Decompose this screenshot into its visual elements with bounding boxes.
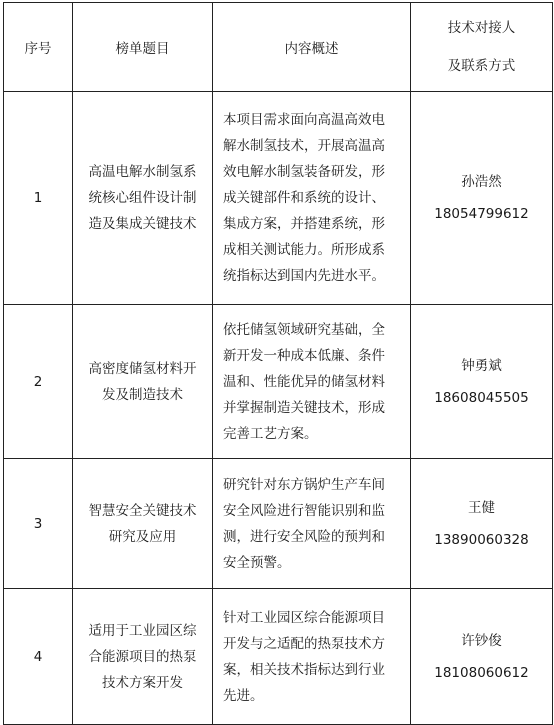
table-row: [4, 589, 553, 725]
contact-name: 孙浩然: [461, 174, 502, 190]
row-title-line: 合能源项目的热泵: [88, 648, 197, 665]
table-row: [4, 459, 553, 589]
row-summary-line: 集成方案，并搭建系统，形: [223, 216, 385, 232]
row-contact: [411, 92, 553, 305]
row-summary-line: 先进。: [223, 687, 264, 704]
row-summary: [213, 305, 411, 459]
row-summary-line: 安全风险进行智能识别和监: [223, 502, 385, 519]
row-title-line: 统核心组件设计制: [88, 190, 197, 206]
row-summary-line: 并掌握制造关键技术，形成: [223, 399, 385, 416]
row-summary-line: 新开发一种成本低廉、条件: [223, 347, 385, 364]
contact-name: 许钞俊: [461, 632, 502, 649]
row-summary-line: 研究针对东方锅炉生产车间: [223, 476, 385, 493]
header-summary: 内容概述: [213, 3, 411, 92]
row-contact: [411, 589, 553, 725]
row-summary-line: 成相关测试能力。所形成系: [223, 242, 385, 258]
header-contact-line: 及联系方式: [447, 58, 516, 74]
row-summary-line: 统指标达到国内先进水平。: [223, 268, 385, 284]
row-summary-line: 解水制氢技术，开展高温高: [223, 138, 385, 154]
row-index: 1: [4, 92, 73, 305]
row-summary-line: 开发与之适配的热泵技术方: [223, 635, 385, 652]
row-title: [73, 305, 213, 459]
contact-phone: 18608045505: [434, 389, 529, 406]
row-index: 2: [4, 305, 73, 459]
contact-phone: 18108060612: [434, 664, 529, 681]
row-summary-line: 完善工艺方案。: [223, 425, 318, 442]
row-contact: [411, 305, 553, 459]
row-summary-line: 案，相关技术指标达到行业: [223, 661, 385, 678]
table-row: [4, 305, 553, 459]
row-title-line: 发及制造技术: [102, 386, 183, 403]
row-title: [73, 589, 213, 725]
contact-name: 王健: [468, 499, 495, 516]
row-summary-line: 效电解水制氢装备研发，形: [223, 164, 385, 180]
row-index: 3: [4, 459, 73, 589]
header-contact-line: 技术对接人: [447, 20, 516, 36]
row-summary: [213, 589, 411, 725]
table-row: [4, 92, 553, 305]
row-title-line: 高温电解水制氢系: [88, 164, 197, 180]
row-summary-line: 安全预警。: [223, 554, 291, 571]
row-summary-line: 依托储氢领域研究基础，全: [223, 321, 385, 338]
row-summary-line: 成关键部件和系统的设计、: [223, 190, 385, 206]
row-summary-line: 本项目需求面向高温高效电: [223, 112, 385, 128]
header-index: 序号: [4, 3, 73, 92]
row-title: [73, 459, 213, 589]
row-summary-line: 温和、性能优异的储氢材料: [223, 373, 385, 390]
row-title-line: 造及集成关键技术: [88, 216, 197, 232]
project-list-table: [3, 2, 553, 725]
contact-phone: 18054799612: [434, 206, 529, 222]
row-summary: [213, 92, 411, 305]
row-title-line: 智慧安全关键技术: [88, 502, 197, 519]
row-title-line: 高密度储氢材料开: [88, 360, 197, 377]
row-summary-line: 测，进行安全风险的预判和: [223, 528, 385, 545]
row-summary-line: 针对工业园区综合能源项目: [223, 609, 385, 626]
row-title: [73, 92, 213, 305]
row-title-line: 技术方案开发: [102, 674, 183, 691]
row-title-line: 适用于工业园区综: [88, 622, 197, 639]
header-title: 榜单题目: [73, 3, 213, 92]
row-contact: [411, 459, 553, 589]
row-index: 4: [4, 589, 73, 725]
header-contact: [411, 3, 553, 92]
contact-phone: 13890060328: [434, 531, 529, 548]
row-summary: [213, 459, 411, 589]
row-title-line: 研究及应用: [108, 528, 177, 545]
contact-name: 钟勇斌: [461, 357, 502, 374]
table-header-row: [4, 3, 553, 92]
